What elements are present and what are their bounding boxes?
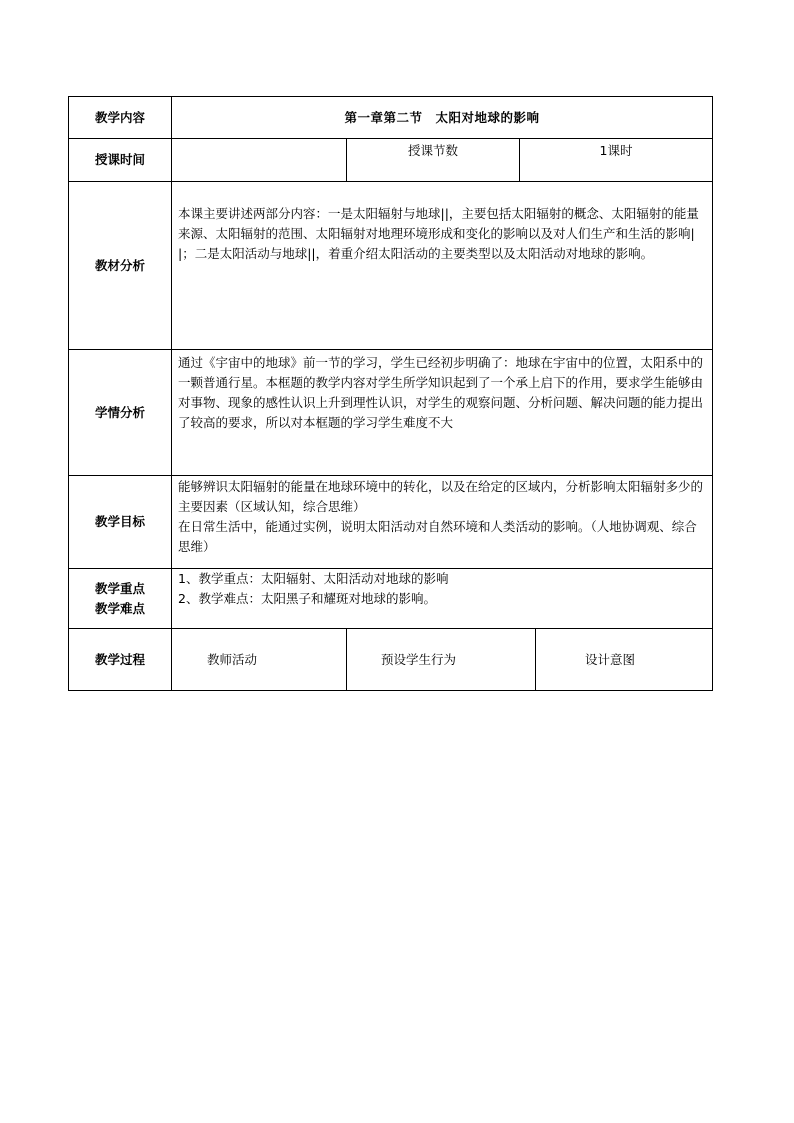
content-label: 教学内容 bbox=[69, 97, 172, 139]
difficulty-item: 2、教学难点：太阳黑子和耀斑对地球的影响。 bbox=[178, 591, 436, 606]
teacher-activity-header: 教师活动 bbox=[172, 629, 347, 691]
material-analysis-label: 教材分析 bbox=[69, 182, 172, 350]
count-value: 1课时 bbox=[520, 139, 713, 182]
student-analysis-row bbox=[69, 350, 713, 476]
objective-item: 在日常生活中，能通过实例，说明太阳活动对自然环境和人类活动的影响。（人地协调观、综合思维） bbox=[178, 519, 697, 554]
objectives-label: 教学目标 bbox=[69, 476, 172, 569]
schedule-row bbox=[69, 139, 713, 182]
student-analysis-text: 通过《宇宙中的地球》前一节的学习，学生已经初步明确了：地球在宇宙中的位置，太阳系中的一颗普通行星。本框题的教学内容对学生所学知识起到了一个承上启下的作用，要求学生能够由对事物、现象的感性认识上升到理性认识，对学生的观察问题、分析问题、解决问题的能力提出了较高的要求，所以对本框题的学习学生难度不大 bbox=[172, 350, 713, 476]
key-point-item: 1、教学重点：太阳辐射、太阳活动对地球的影响 bbox=[178, 571, 449, 586]
lesson-plan-sheet bbox=[68, 96, 712, 691]
lesson-title: 第一章第二节 太阳对地球的影响 bbox=[172, 97, 713, 139]
student-behavior-header: 预设学生行为 bbox=[347, 629, 536, 691]
lesson-plan-table bbox=[68, 96, 713, 691]
time-value bbox=[172, 139, 347, 182]
material-analysis-row bbox=[69, 182, 713, 350]
material-analysis-text: 本课主要讲述两部分内容：一是太阳辐射与地球||，主要包括太阳辐射的概念、太阳辐射的能量来源、太阳辐射的范围、太阳辐射对地理环境形成和变化的影响以及对人们生产和生活的影响||；二是太阳活动与地球||，着重介绍太阳活动的主要类型以及太阳活动对地球的影响。 bbox=[172, 182, 713, 350]
key-points-label bbox=[69, 569, 172, 629]
key-points-text bbox=[172, 569, 713, 629]
objectives-text bbox=[172, 476, 713, 569]
time-label: 授课时间 bbox=[69, 139, 172, 182]
student-analysis-label: 学情分析 bbox=[69, 350, 172, 476]
objective-item: 能够辨识太阳辐射的能量在地球环境中的转化，以及在给定的区域内，分析影响太阳辐射多少的主要因素（区域认知，综合思维） bbox=[178, 479, 704, 514]
process-row bbox=[69, 629, 713, 691]
objectives-row bbox=[69, 476, 713, 569]
key-point-label: 教学重点 bbox=[94, 580, 145, 596]
process-label: 教学过程 bbox=[69, 629, 172, 691]
count-label: 授课节数 bbox=[347, 139, 520, 182]
key-points-row bbox=[69, 569, 713, 629]
design-intent-header: 设计意图 bbox=[536, 629, 713, 691]
difficulty-label: 教学难点 bbox=[94, 600, 145, 616]
title-row bbox=[69, 97, 713, 139]
